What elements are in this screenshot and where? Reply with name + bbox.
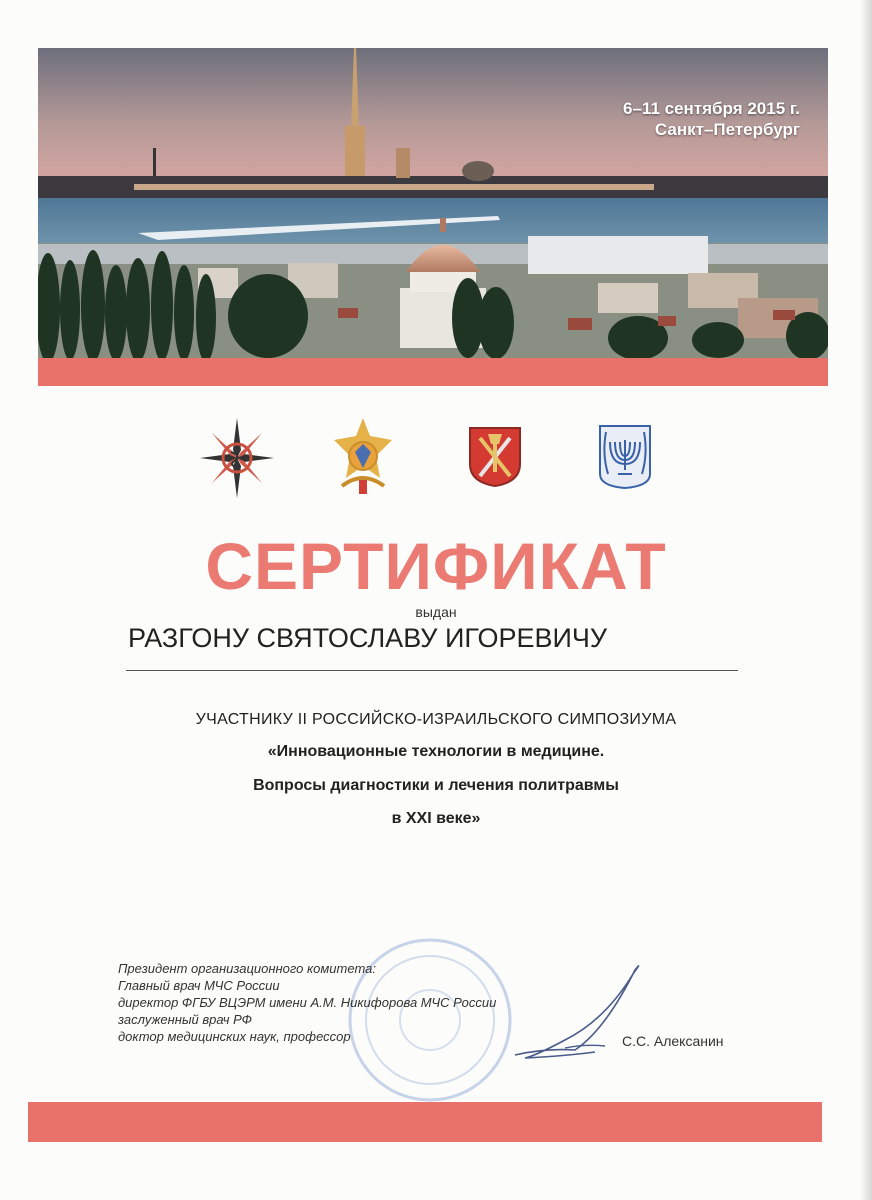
participant-line: УЧАСТНИКУ II РОССИЙСКО-ИЗРАИЛЬСКОГО СИМПОЗИУМА bbox=[195, 711, 677, 728]
signatory-line: Главный врач МЧС России bbox=[118, 978, 280, 993]
signatory-block bbox=[118, 960, 496, 1045]
signatory-line: доктор медицинских наук, профессор bbox=[118, 1029, 351, 1044]
handwritten-signature bbox=[505, 960, 655, 1075]
top-red-strip bbox=[38, 358, 828, 386]
bottom-red-strip bbox=[28, 1102, 822, 1142]
banner-photo bbox=[38, 48, 828, 358]
event-date-location bbox=[623, 98, 800, 140]
recipient-underline bbox=[126, 670, 738, 671]
signatory-line: директор ФГБУ ВЦЭРМ имени А.М. Никифорова МЧС России bbox=[118, 995, 497, 1010]
israel-menorah-emblem-icon bbox=[598, 424, 652, 490]
saint-petersburg-coat-of-arms-icon bbox=[468, 426, 522, 488]
cityscape-image bbox=[38, 48, 828, 358]
emercom-emblem-icon bbox=[334, 418, 392, 494]
signer-name: С.С. Алексанин bbox=[622, 1033, 724, 1049]
symposium-title-line: Вопросы диагностики и лечения политравмы bbox=[253, 777, 619, 794]
signatory-line: Президент организационного комитета: bbox=[118, 961, 376, 976]
certificate-title: СЕРТИФИКАТ bbox=[205, 529, 667, 603]
symposium-title-line: «Инновационные технологии в медицине. bbox=[267, 743, 605, 760]
medical-compass-emblem-icon bbox=[200, 418, 274, 498]
symposium-title-line: в XXI веке» bbox=[391, 810, 481, 827]
event-date: 6–11 сентября 2015 г. bbox=[623, 99, 800, 118]
signatory-line: заслуженный врач РФ bbox=[118, 1012, 252, 1027]
event-city: Санкт–Петербург bbox=[654, 120, 800, 139]
recipient-name: РАЗГОНУ СВЯТОСЛАВУ ИГОРЕВИЧУ bbox=[128, 623, 608, 653]
scan-edge-shadow bbox=[860, 0, 872, 1200]
issued-label: выдан bbox=[415, 604, 457, 620]
